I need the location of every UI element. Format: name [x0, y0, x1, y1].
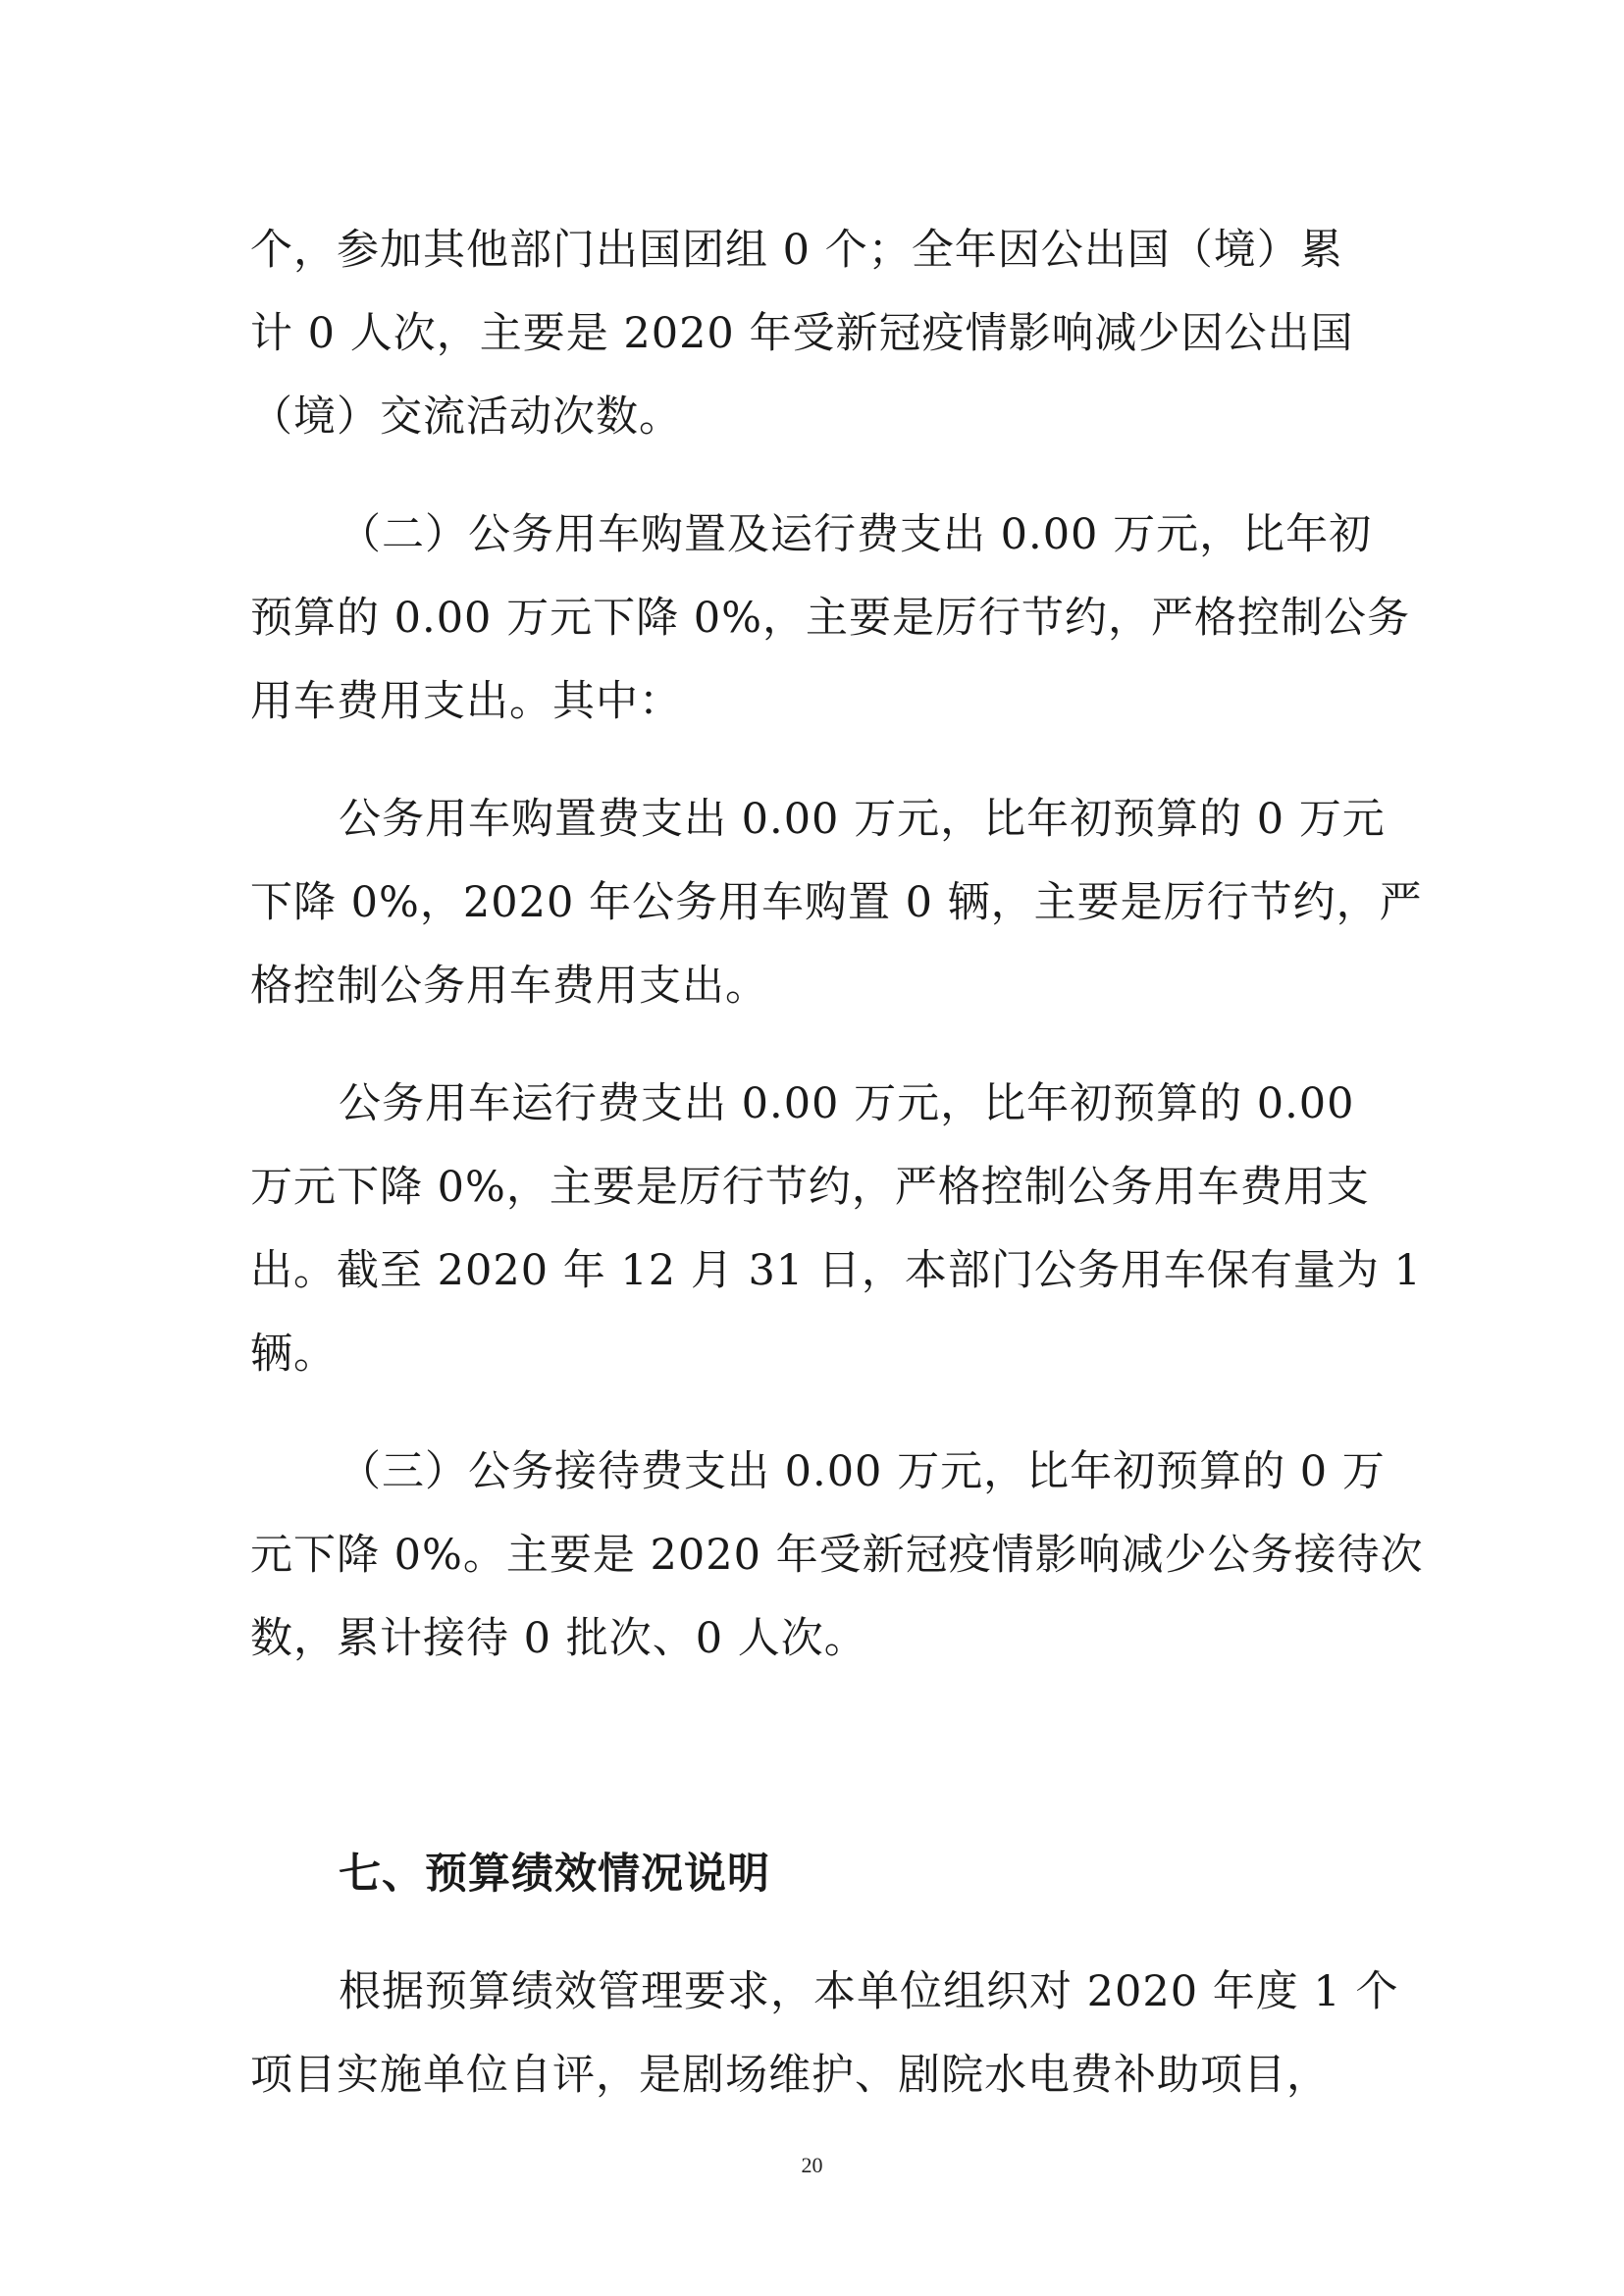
text-line: 数，累计接待 0 批次、0 人次。 [250, 1614, 867, 1663]
text-line: 万元下降 0%，主要是厉行节约，严格控制公务用车费用支 [250, 1163, 1370, 1212]
text-line: （二）公务用车购置及运行费支出 0.00 万元，比年初 [339, 510, 1373, 559]
text-line: 元下降 0%。主要是 2020 年受新冠疫情影响减少公务接待次 [250, 1531, 1424, 1580]
text-line: 格控制公务用车费用支出。 [250, 962, 768, 1011]
text-line: 预算的 0.00 万元下降 0%，主要是厉行节约，严格控制公务 [250, 594, 1410, 643]
text-line: 个，参加其他部门出国团组 0 个；全年因公出国（境）累 [250, 226, 1343, 275]
text-line: 辆。 [250, 1330, 337, 1379]
text-line: 出。截至 2020 年 12 月 31 日，本部门公务用车保有量为 1 [250, 1246, 1422, 1295]
text-line: 公务用车购置费支出 0.00 万元，比年初预算的 0 万元 [339, 795, 1386, 844]
text-line: 下降 0%，2020 年公务用车购置 0 辆，主要是厉行节约，严 [250, 878, 1423, 927]
text-line: 公务用车运行费支出 0.00 万元，比年初预算的 0.00 [339, 1079, 1355, 1128]
text-line: （境）交流活动次数。 [250, 392, 682, 442]
section-heading: 七、预算绩效情况说明 [339, 1850, 770, 1899]
text-line: 根据预算绩效管理要求，本单位组织对 2020 年度 1 个 [339, 1967, 1399, 2016]
page-number: 20 [801, 2153, 823, 2177]
text-line: 用车费用支出。其中： [250, 677, 682, 726]
text-line: 计 0 人次，主要是 2020 年受新冠疫情影响减少因公出国 [250, 309, 1354, 358]
text-line: 项目实施单位自评，是剧场维护、剧院水电费补助项目， [250, 2051, 1330, 2100]
text-line: （三）公务接待费支出 0.00 万元，比年初预算的 0 万 [339, 1447, 1386, 1496]
